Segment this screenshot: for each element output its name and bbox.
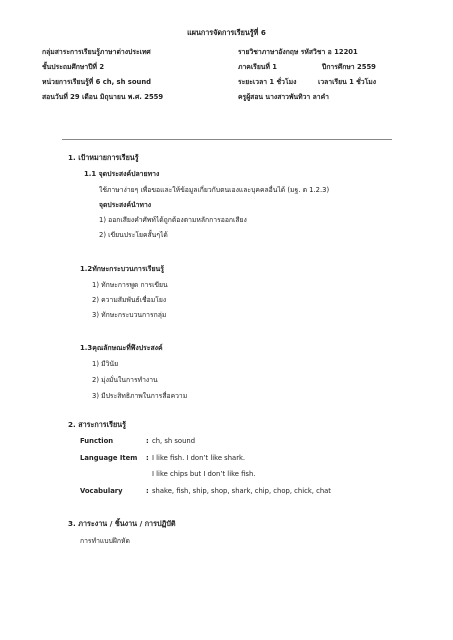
section-3-heading: 3. ภาระงาน / ชิ้นงาน / การปฏิบัติ	[68, 519, 176, 528]
function-value: ch, sh sound	[152, 437, 196, 445]
header-teaching-date: สอนวันที่ 29 เดือน มิถุนายน พ.ศ. 2559	[42, 93, 164, 101]
header-teacher: ครูผู้สอน นางสาวพันทิวา ลาคำ	[238, 93, 329, 101]
list-item: 3) มีประสิทธิภาพในการสื่อความ	[92, 392, 188, 400]
section-1-3-heading: 1.3คุณลักษณะที่พึงประสงค์	[80, 344, 163, 352]
list-item: 2) มุ่งมั่นในการทำงาน	[92, 376, 158, 384]
language-item-label: Language Item	[80, 454, 138, 462]
vocabulary-label: Vocabulary	[80, 487, 123, 495]
list-item: 1) ออกเสียงคำศัพท์ได้ถูกต้องตามหลักการออกเสียง	[99, 216, 247, 224]
document-title: แผนการจัดการเรียนรู้ที่ 6	[187, 28, 266, 37]
list-item: 3) ทักษะกระบวนการกลุ่ม	[92, 311, 167, 319]
header-grade-level: ชั้นประถมศึกษาปีที่ 2	[42, 63, 105, 71]
list-item: 2) เขียนประโยคสั้นๆได้	[99, 231, 168, 239]
header-subject-group: กลุ่มสาระการเรียนรู้ภาษาต่างประเทศ	[42, 48, 151, 56]
header-course: รายวิชาภาษาอังกฤษ รหัสวิชา อ 12201	[238, 48, 358, 56]
header-divider	[62, 139, 392, 140]
section-1-2-heading: 1.2ทักษะกระบวนการเรียนรู้	[80, 265, 164, 273]
header-study-time: เวลาเรียน 1 ชั่วโมง	[318, 78, 377, 86]
list-item: 2) ความสัมพันธ์เชื่อมโยง	[92, 296, 167, 304]
header-semester: ภาคเรียนที่ 1	[238, 63, 278, 71]
vocabulary-colon: :	[146, 487, 149, 495]
enabling-objective-heading: จุดประสงค์นำทาง	[99, 201, 152, 209]
section-1-heading: 1. เป้าหมายการเรียนรู้	[68, 153, 139, 162]
section-2-heading: 2. สาระการเรียนรู้	[68, 420, 126, 429]
function-label: Function	[80, 437, 114, 445]
section-3-text: การทำแบบฝึกหัด	[80, 537, 130, 545]
header-academic-year: ปีการศึกษา 2559	[322, 63, 376, 71]
function-colon: :	[146, 437, 149, 445]
header-learning-unit: หน่วยการเรียนรู้ที่ 6 ch, sh sound	[42, 78, 152, 86]
header-duration: ระยะเวลา 1 ชั่วโมง	[238, 78, 297, 86]
language-item-value-2: I like chips but I don’t like fish.	[152, 470, 256, 478]
vocabulary-value: shake, fish, ship, shop, shark, chip, chop, chick, chat	[152, 487, 331, 495]
terminal-objective-text: ใช้ภาษาง่ายๆ เพื่อขอและให้ข้อมูลเกี่ยวกับตนเองและบุคคลอื่นได้ (มฐ. ต 1.2.3)	[99, 186, 330, 194]
section-1-1-heading: 1.1 จุดประสงค์ปลายทาง	[84, 170, 160, 178]
language-item-colon: :	[146, 454, 149, 462]
list-item: 1) ทักษะการพูด การเขียน	[92, 281, 168, 289]
language-item-value: I like fish. I don’t like shark.	[152, 454, 246, 462]
list-item: 1) มีวินัย	[92, 360, 119, 368]
